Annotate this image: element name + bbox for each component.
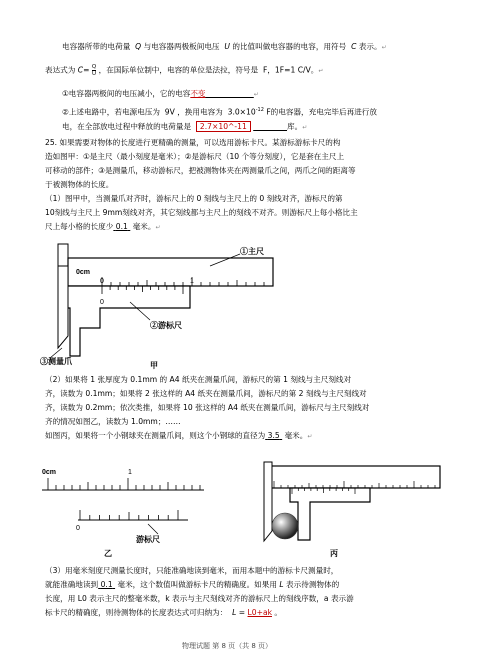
q25c-line-1: （3）用毫米刻度尺测量长度时，只能准确地读到毫米，而用本题中的游标卡尺测量时， bbox=[45, 566, 339, 575]
main-scale-label: ①主尺 bbox=[240, 247, 264, 256]
main-tick-0: 0 bbox=[100, 278, 104, 285]
q25-line-7: 尺上每小格的长度少 0.1 毫米。↵ bbox=[45, 222, 161, 231]
text: 尺上每小格的长度少 bbox=[45, 222, 114, 231]
answer-readable: 0.1 bbox=[100, 580, 113, 589]
q25-line-3: 可移动的部件；③是测量爪，移动游标尺，把被测物体夹在两测量爪之间，两爪之间的距离等 bbox=[45, 166, 356, 175]
text: 表达式为 bbox=[45, 65, 76, 75]
q25b-line-3: 齐，读数为 0.2mm；依次类推，如果将 10 张这样的 A4 纸夹在测量爪间，游标尺与主尺刻线对 bbox=[45, 403, 370, 412]
figure-caliper-c bbox=[250, 456, 450, 548]
ruler-b-vern-0: 0 bbox=[76, 525, 80, 532]
figure-caliper-a bbox=[40, 236, 300, 366]
q25-line-6: 10刻线与主尺上 9mm刻线对齐，其它刻线都与主尺上的刻线不对齐。则游标尺上每小格比主 bbox=[45, 208, 358, 217]
text: 标卡尺的精确度，则待测物体的长度表达式可归纳为： bbox=[45, 608, 228, 617]
para-1-line-1: 电容器所带的电荷量 Q 与电容器两极板间电压 U 的比值叫做电容器的电容，用符号 C 表示。↵ bbox=[62, 42, 387, 51]
q25-line-4: 于被测物体的长度。 bbox=[45, 180, 114, 189]
text: 3.0×10 bbox=[227, 107, 256, 117]
text: 表示。 bbox=[358, 42, 382, 51]
q25b-line-4: 齐的情况如图乙，读数为 1.0mm；…… bbox=[45, 417, 181, 426]
text: 与电容器两极板间电压 bbox=[143, 42, 220, 51]
ruler-b-cm: 0cm bbox=[42, 469, 57, 476]
text: ，在国际单位制中，电容的单位是法拉，符号是 bbox=[98, 65, 259, 75]
text: F的电容器，充电完毕后再进行放 bbox=[266, 107, 377, 117]
page-footer: 物理试题 第 8 页（共 8 页） bbox=[182, 642, 273, 650]
q25-line-1: 25. 如果需要对物体的长度进行更精确的测量，可以选用游标卡尺。某游标游标卡尺的构 bbox=[45, 138, 341, 147]
q25c-line-3: 长度，用 L0 表示主尺的整毫米数，k 表示与主尺刻线对齐的游标尺上的刻线序数，a 表示游 bbox=[45, 594, 354, 603]
symbol-q: Q bbox=[135, 42, 142, 51]
symbol-l: L bbox=[279, 580, 284, 589]
main-cm-label: 0cm bbox=[76, 269, 91, 276]
main-tick-1: 1 bbox=[190, 278, 194, 285]
text: ②上述电路中，若电源电压为 bbox=[62, 107, 160, 117]
figure-c-caption: 丙 bbox=[330, 549, 338, 558]
answer-unchanged: 不变 bbox=[190, 89, 206, 98]
exponent: -12 bbox=[255, 107, 264, 113]
text: 表示待测物体的 bbox=[286, 580, 340, 589]
answer-precision: 0.1 bbox=[115, 222, 128, 231]
text: 就能准确地读到 bbox=[45, 580, 99, 589]
text: 的比值叫做电容器的电容，用符号 bbox=[232, 42, 347, 51]
figure-a-caption: 甲 bbox=[150, 361, 158, 370]
formula-c: C= bbox=[77, 65, 90, 75]
q25b-line-5: 如图丙，如果将一个小钢球夹在测量爪间，则这个小钢球的直径为 3.5 毫米。↵ bbox=[45, 431, 313, 440]
para-1-line-2: 表达式为 C= $\frac{Q}{U}$ ，在国际单位制中，电容的单位是法拉，符号是 F，1F=1 C/V。↵ bbox=[45, 64, 324, 77]
q25b-line-2: 齐，读数为 0.1mm；如果将 2 张这样的 A4 纸夹在测量爪间，游标尺的第 2 刻线与主尺刻线对 bbox=[45, 389, 367, 398]
ruler-b-vernier-label: 游标尺 bbox=[136, 535, 160, 544]
text: 电，在全部放电过程中释放的电荷量是 bbox=[62, 122, 192, 131]
text: 9V bbox=[164, 107, 175, 117]
answer-formula: L0+ak bbox=[247, 608, 272, 617]
answer-diameter: 3.5 bbox=[267, 431, 280, 440]
sub-1: ①电容器两极间的电压减小，它的电容不变 ↵ bbox=[62, 89, 259, 98]
text: 如图丙，如果将一个小钢球夹在测量爪间，则这个小钢球的直径为 bbox=[45, 431, 266, 440]
q25-line-2: 造如图甲：①是主尺（最小刻度是毫米）；②是游标尺（10 个等分刻度），它是套在主尺上 bbox=[45, 152, 345, 161]
ruler-b-main-1: 1 bbox=[128, 469, 132, 476]
formula-l: L = bbox=[232, 608, 246, 617]
text: 毫米。 bbox=[132, 222, 156, 231]
text: 。 bbox=[274, 608, 283, 617]
figure-b-caption: 乙 bbox=[104, 549, 112, 558]
text: 毫米，这个数值叫做游标卡尺的精确度。如果用 bbox=[117, 580, 277, 589]
q25c-line-4 bbox=[45, 608, 282, 618]
figure-ruler-b bbox=[38, 462, 208, 552]
symbol-c: C bbox=[351, 42, 357, 51]
q25-line-5: （1）图甲中，当测量爪对齐时，游标尺上的 0 刻线与主尺上的 0 刻线对齐，游标尺的第 bbox=[45, 194, 343, 203]
answer-charge: 2.7×10^-11 bbox=[196, 121, 251, 132]
q25c-line-2 bbox=[45, 580, 339, 590]
text: 库。 bbox=[287, 122, 303, 131]
sub-2-cont: 电，在全部放电过程中释放的电荷量是 2.7×10^-11 库。↵ bbox=[62, 122, 308, 131]
sub-2 bbox=[62, 105, 377, 118]
text: ①电容器两极间的电压减小，它的电容 bbox=[62, 89, 191, 98]
text: F，1F=1 C/V。 bbox=[262, 65, 319, 75]
vernier-tick-0: 0 bbox=[100, 299, 104, 306]
text: 毫米。 bbox=[284, 431, 308, 440]
fraction-denominator: U bbox=[92, 71, 97, 77]
q25b-line-1: （2）如果将 1 张厚度为 0.1mm 的 A4 纸夹在测量爪间，游标尺的第 1 刻线与主尺刻线对 bbox=[45, 375, 352, 384]
text: ，换用电容为 bbox=[177, 107, 223, 117]
jaw-label: ③测量爪 bbox=[40, 357, 72, 366]
fraction-numerator: Q bbox=[91, 64, 97, 70]
symbol-u: U bbox=[224, 42, 230, 51]
vernier-scale-label: ②游标尺 bbox=[150, 321, 182, 330]
steel-ball bbox=[272, 513, 298, 539]
fraction bbox=[92, 64, 96, 77]
text: 电容器所带的电荷量 bbox=[62, 42, 131, 51]
